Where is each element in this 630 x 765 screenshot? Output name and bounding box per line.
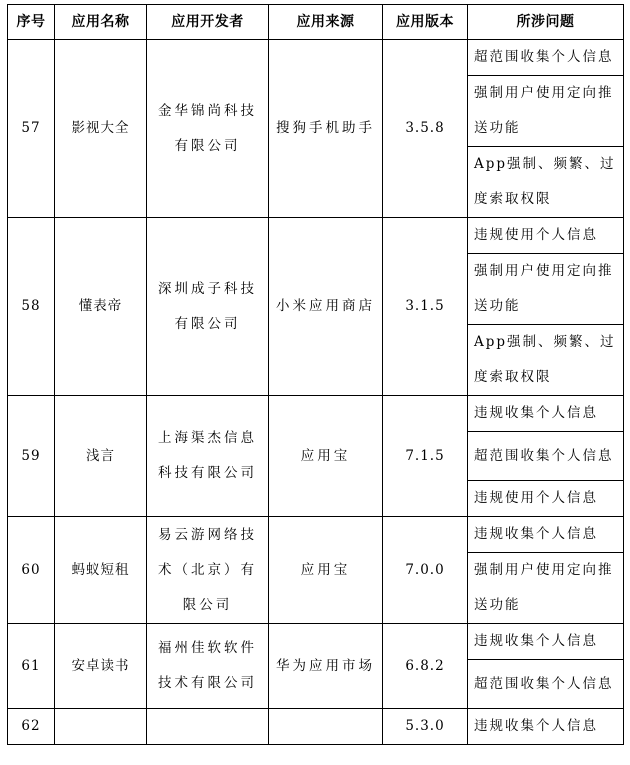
row-no: 62 [8, 709, 55, 745]
row-no: 60 [8, 517, 55, 624]
row-no: 57 [8, 40, 55, 218]
app-issues-table [7, 4, 624, 745]
row-developer [147, 709, 269, 745]
row-issue: 违规收集个人信息 [468, 624, 624, 660]
header-name: 应用名称 [55, 5, 147, 40]
row-issue: 违规使用个人信息 [468, 218, 624, 254]
row-issue: 强制用户使用定向推送功能 [468, 76, 624, 147]
row-developer: 福州佳软软件技术有限公司 [147, 624, 269, 709]
row-source: 应用宝 [269, 517, 383, 624]
row-source: 搜狗手机助手 [269, 40, 383, 218]
table-row [8, 517, 624, 553]
row-developer: 深圳成子科技有限公司 [147, 218, 269, 396]
row-issue: 违规收集个人信息 [468, 396, 624, 432]
row-app-name: 浅言 [55, 396, 147, 517]
row-developer: 金华锦尚科技有限公司 [147, 40, 269, 218]
row-source: 小米应用商店 [269, 218, 383, 396]
row-issue: 超范围收集个人信息 [468, 660, 624, 709]
row-issue: 违规收集个人信息 [468, 517, 624, 553]
row-issue: 超范围收集个人信息 [468, 40, 624, 76]
table-row [8, 396, 624, 432]
header-row [8, 5, 624, 40]
row-version: 5.3.0 [383, 709, 468, 745]
row-issue: 强制用户使用定向推送功能 [468, 553, 624, 624]
header-source: 应用来源 [269, 5, 383, 40]
row-source [269, 709, 383, 745]
row-source: 华为应用市场 [269, 624, 383, 709]
row-issue: 违规收集个人信息 [468, 709, 624, 745]
row-app-name: 影视大全 [55, 40, 147, 218]
row-app-name: 安卓读书 [55, 624, 147, 709]
table-row [8, 709, 624, 745]
row-issue: App强制、频繁、过度索取权限 [468, 325, 624, 396]
row-no: 59 [8, 396, 55, 517]
table-row [8, 218, 624, 254]
row-version: 3.5.8 [383, 40, 468, 218]
row-issue: 强制用户使用定向推送功能 [468, 254, 624, 325]
row-developer: 易云游网络技术（北京）有限公司 [147, 517, 269, 624]
header-issues: 所涉问题 [468, 5, 624, 40]
row-no: 61 [8, 624, 55, 709]
row-developer: 上海渠杰信息科技有限公司 [147, 396, 269, 517]
header-no: 序号 [8, 5, 55, 40]
row-issue: App强制、频繁、过度索取权限 [468, 147, 624, 218]
row-no: 58 [8, 218, 55, 396]
row-issue: 超范围收集个人信息 [468, 432, 624, 481]
row-version: 7.0.0 [383, 517, 468, 624]
row-version: 7.1.5 [383, 396, 468, 517]
header-developer: 应用开发者 [147, 5, 269, 40]
row-issue: 违规使用个人信息 [468, 481, 624, 517]
table-row [8, 624, 624, 660]
row-source: 应用宝 [269, 396, 383, 517]
row-app-name: 蚂蚁短租 [55, 517, 147, 624]
row-app-name: 懂表帝 [55, 218, 147, 396]
row-version: 3.1.5 [383, 218, 468, 396]
row-version: 6.8.2 [383, 624, 468, 709]
row-app-name [55, 709, 147, 745]
table-row [8, 40, 624, 76]
header-version: 应用版本 [383, 5, 468, 40]
